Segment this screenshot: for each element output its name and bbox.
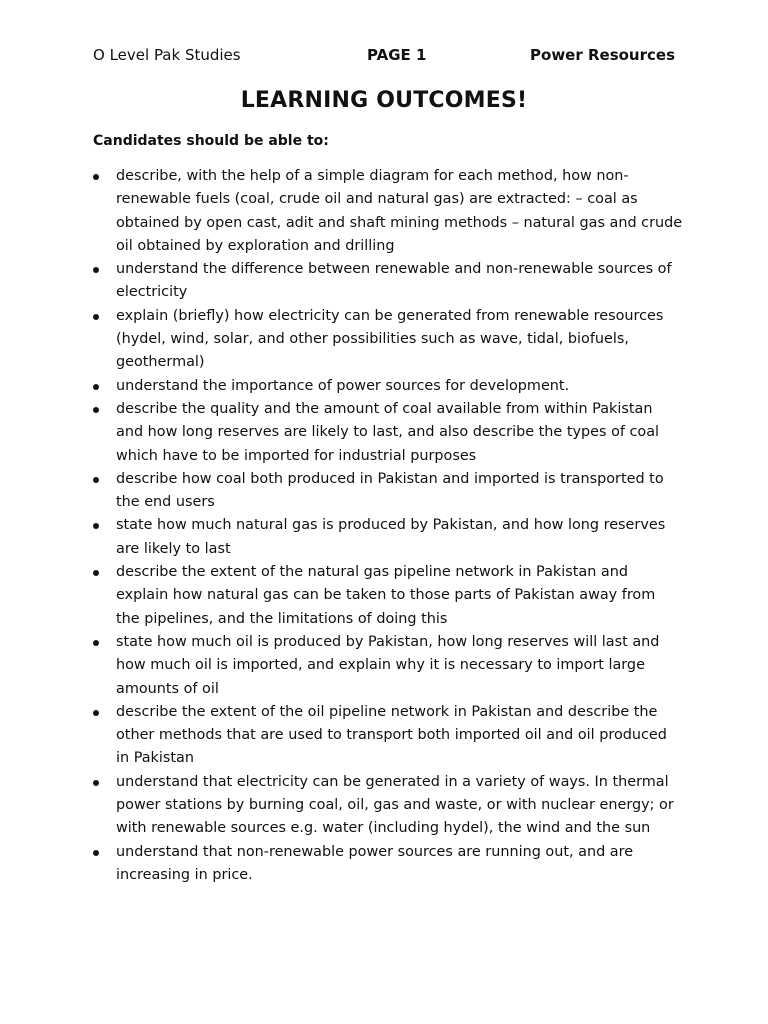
list-item xyxy=(93,841,683,888)
list-item xyxy=(93,771,683,841)
list-item xyxy=(93,398,683,468)
bullet-icon xyxy=(93,710,99,716)
list-item xyxy=(93,305,683,375)
bullet-icon xyxy=(93,780,99,786)
bullet-icon xyxy=(93,850,99,856)
list-item xyxy=(93,468,683,515)
bullet-icon xyxy=(93,174,99,180)
list-item-text: explain (briefly) how electricity can be generated from renewable resources (hydel, wind, solar, and other possibilities such as wave, tidal, biofuels, geothermal) xyxy=(116,307,664,371)
list-item-text: state how much oil is produced by Pakistan, how long reserves will last and how much oil is imported, and explain why it is necessary to import large amounts of oil xyxy=(116,633,660,697)
page-title: LEARNING OUTCOMES! xyxy=(240,88,528,113)
list-item-text: understand that non-renewable power sources are running out, and are increasing in price. xyxy=(116,843,634,883)
list-item-text: describe the quality and the amount of coal available from within Pakistan and how long reserves are likely to last, and also describe the types of coal which have to be imported for industrial purposes xyxy=(116,400,660,464)
list-item xyxy=(93,701,683,771)
bullet-icon xyxy=(93,267,99,273)
list-item xyxy=(93,631,683,701)
list-item-text: understand the importance of power sources for development. xyxy=(116,377,570,394)
bullet-icon xyxy=(93,384,99,390)
list-item-text: understand the difference between renewable and non-renewable sources of electricity xyxy=(116,261,672,301)
bullet-icon xyxy=(93,570,99,576)
intro-text: Candidates should be able to: xyxy=(93,133,329,149)
bullet-icon xyxy=(93,477,99,483)
list-item-text: state how much natural gas is produced by Pakistan, and how long reserves are likely to last xyxy=(116,517,666,557)
bullet-icon xyxy=(93,523,99,529)
header-subject: O Level Pak Studies xyxy=(93,46,241,64)
list-item-text: describe how coal both produced in Pakistan and imported is transported to the end users xyxy=(116,470,664,511)
list-item-text: describe the extent of the natural gas pipeline network in Pakistan and explain how natural gas can be taken to those parts of Pakistan away from the pipelines, and the limitations of doing this xyxy=(116,564,656,627)
bullet-icon xyxy=(93,407,99,413)
list-item-text: understand that electricity can be generated in a variety of ways. In thermal power stations by burning coal, oil, gas and waste, or with nuclear energy; or with renewable sources e.g. water (including hydel), the wind and the sun xyxy=(116,773,674,837)
list-item-text: describe the extent of the oil pipeline network in Pakistan and describe the other methods that are used to transport both imported oil and oil produced in Pakistan xyxy=(116,703,667,767)
list-item xyxy=(93,258,683,305)
header-page-number: PAGE 1 xyxy=(367,46,427,64)
list-item xyxy=(93,375,683,398)
bullet-icon xyxy=(93,640,99,646)
page-header xyxy=(93,46,675,68)
bullet-icon xyxy=(93,314,99,320)
header-topic: Power Resources xyxy=(530,46,675,64)
list-item-text: describe, with the help of a simple diagram for each method, how non-renewable fuels (coal, crude oil and natural gas) are extracted: – coal as obtained by open cast, adit and shaft mining methods – natural gas and crude oil obtained by exploration and drilling xyxy=(116,168,683,254)
list-item xyxy=(93,514,683,561)
list-item xyxy=(93,561,683,631)
list-item xyxy=(93,165,683,258)
outcomes-list xyxy=(93,165,683,887)
